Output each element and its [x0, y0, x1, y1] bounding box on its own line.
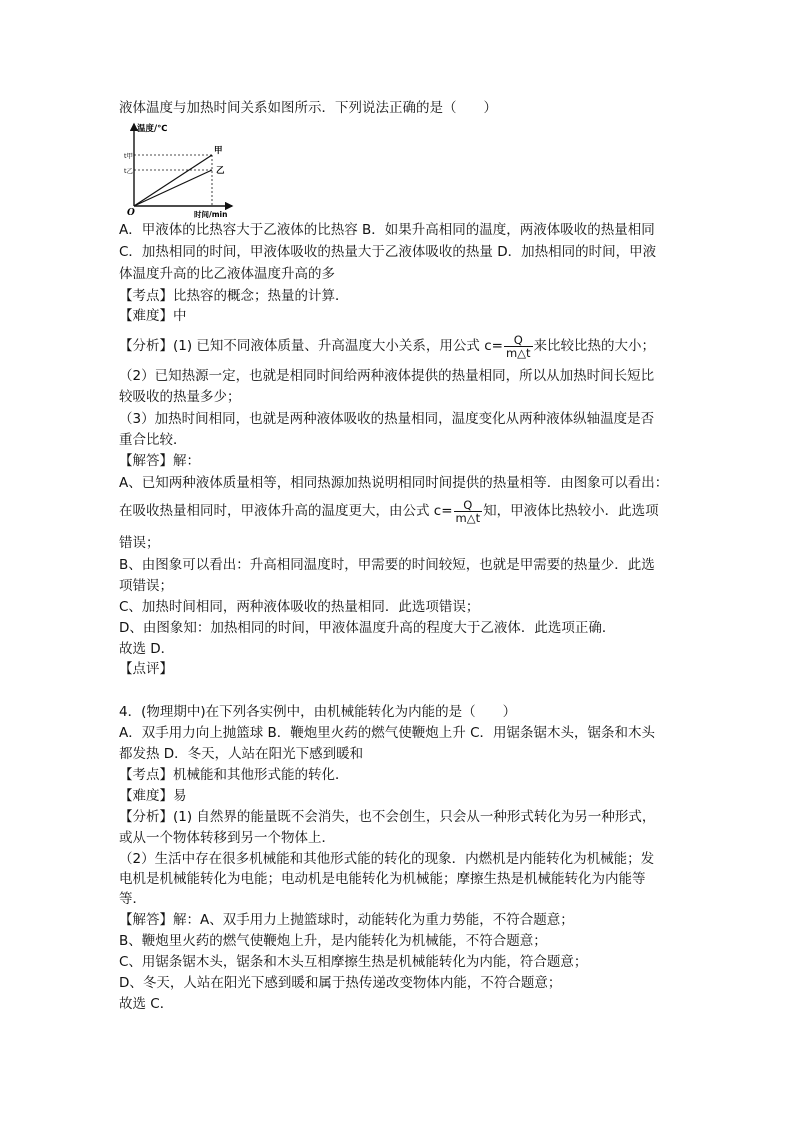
graph-label-yi: 乙	[216, 166, 225, 176]
q3-answer-b2: 项错误；	[119, 578, 173, 594]
graph-t-jia: t甲	[124, 152, 134, 160]
q4-fenxi1a: 【分析】(1) 自然界的能量既不会消失，也不会创生，只会从一种形式转化为另一种形式，	[119, 809, 656, 825]
formula-numerator-2: Q	[454, 499, 483, 512]
q3-answer-a2	[119, 495, 679, 527]
graph-origin: O	[127, 208, 135, 218]
graph-label-jia: 甲	[214, 146, 223, 156]
formula-numerator: Q	[504, 334, 533, 347]
q3-fenxi1	[119, 330, 679, 362]
q3-answer-a3: 错误；	[119, 535, 160, 551]
temperature-time-graph	[124, 122, 236, 218]
q3-answer-b1: B、由图象可以看出：升高相同温度时，甲需要的时间较短，也就是甲需要的热量少．此选	[119, 557, 655, 573]
q3-answer-d1: D、由图象知：加热相同的时间，甲液体温度升高的程度大于乙液体．此选项正确．	[119, 620, 616, 636]
q3-nandu: 【难度】中	[119, 308, 187, 324]
q3-fenxi2b: 较吸收的热量多少；	[119, 389, 241, 405]
q4-jieda-a: 【解答】解：A、双手用力上抛篮球时，动能转化为重力势能，不符合题意；	[119, 912, 574, 928]
formula-denominator: m△t	[505, 345, 531, 360]
q4-kaodian: 【考点】机械能和其他形式能的转化．	[119, 767, 349, 783]
q4-stem: 4．(物理期中)在下列各实例中，由机械能转化为内能的是（ ）	[119, 704, 517, 720]
q3-options-line1: A．甲液体的比热容大于乙液体的比热容 B．如果升高相同的温度，两液体吸收的热量相同	[119, 222, 655, 238]
q4-options-line2: 都发热 D．冬天，人站在阳光下感到暖和	[119, 746, 364, 762]
graph-ylabel: 温度/℃	[137, 124, 168, 134]
q3-jieda: 【解答】解：	[119, 453, 200, 469]
q3-fenxi1-tail: 来比较比热的大小；	[533, 338, 656, 354]
line-jia	[134, 155, 212, 206]
q3-fenxi3b: 重合比较．	[119, 432, 187, 448]
q4-fenxi2b: 电机是机械能转化为电能；电动机是电能转化为机械能；摩擦生热是机械能转化为内能等	[119, 871, 646, 887]
q4-options-line1: A．双手用力向上抛篮球 B．鞭炮里火药的燃气使鞭炮上升 C．用锯条锯木头，锯条和木头	[119, 725, 656, 741]
formula-fraction-2	[454, 499, 483, 524]
formula-denominator-2: m△t	[455, 510, 481, 525]
q4-fenxi2c: 等．	[119, 891, 146, 907]
graph-t-yi: t乙	[124, 167, 134, 175]
q3-answer-a2-text: 在吸收热量相同时，甲液体升高的温度更大，由公式 c=	[119, 503, 453, 519]
q3-stem: 液体温度与加热时间关系如图所示．下列说法正确的是（ ）	[119, 100, 497, 116]
q3-fenxi3a: （3）加热时间相同，也就是两种液体吸收的热量相同，温度变化从两种液体纵轴温度是否	[119, 411, 655, 427]
q4-fenxi1b: 或从一个物体转移到另一个物体上．	[119, 830, 335, 846]
q3-dianping: 【点评】	[119, 661, 173, 677]
q3-options-line2: C．加热相同的时间，甲液体吸收的热量大于乙液体吸收的热量 D．加热相同的时间，甲液	[119, 244, 657, 260]
formula-fraction	[504, 334, 533, 359]
q4-nandu: 【难度】易	[119, 788, 187, 804]
q4-answer-b: B、鞭炮里火药的燃气使鞭炮上升，是内能转化为机械能，不符合题意；	[119, 933, 547, 949]
graph-xlabel: 时间/min	[194, 210, 228, 218]
q4-conclusion: 故选 C．	[119, 996, 174, 1012]
q4-fenxi2a: （2）生活中存在很多机械能和其他形式能的转化的现象．内燃机是内能转化为机械能；发	[119, 851, 655, 867]
q3-kaodian: 【考点】比热容的概念；热量的计算．	[119, 288, 349, 304]
q3-fenxi1-text: 【分析】(1) 已知不同液体质量、升高温度大小关系，用公式 c=	[119, 338, 503, 354]
q3-conclusion: 故选 D．	[119, 641, 175, 657]
q4-answer-d: D、冬天，人站在阳光下感到暖和属于热传递改变物体内能，不符合题意；	[119, 975, 562, 991]
q3-answer-c1: C、加热时间相同，两种液体吸收的热量相同．此选项错误；	[119, 599, 480, 615]
line-yi	[134, 170, 212, 206]
q3-options-line3: 体温度升高的比乙液体温度升高的多	[119, 266, 335, 282]
q3-answer-a1: A、已知两种液体质量相等，相同热源加热说明相同时间提供的热量相等．由图象可以看出：	[119, 475, 669, 491]
q3-answer-a2-tail: 知，甲液体比热较小．此选项	[483, 503, 659, 519]
q3-fenxi2a: （2）已知热源一定，也就是相同时间给两种液体提供的热量相同，所以从加热时间长短比	[119, 368, 655, 384]
q4-answer-c: C、用锯条锯木头，锯条和木头互相摩擦生热是机械能转化为内能，符合题意；	[119, 954, 588, 970]
